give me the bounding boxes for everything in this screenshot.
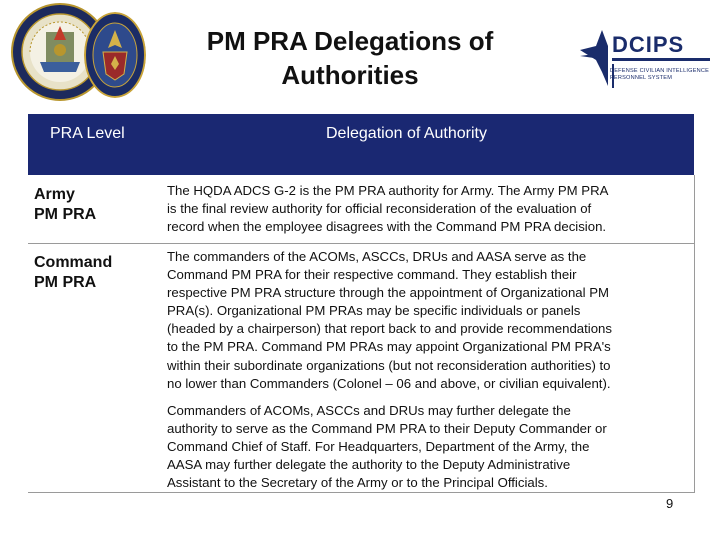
table-header (28, 114, 694, 175)
text-line: Commanders of ACOMs, ASCCs and DRUs may further delegate the (167, 403, 571, 418)
row-text-command-paragraph-2 (167, 402, 695, 492)
title-line-2: Authorities (281, 60, 419, 90)
intelligence-seal-icon (84, 12, 146, 98)
dcips-subtitle-line-2: PERSONNEL SYSTEM (610, 75, 673, 81)
text-line: authority to serve as the Command PM PRA to their Deputy Commander or (167, 421, 607, 437)
text-line: The commanders of the ACOMs, ASCCs, DRUs and AASA serve as the (167, 249, 587, 264)
column-header-delegation: Delegation of Authority (326, 125, 487, 142)
text-line: (headed by a chairperson) that report back to and provide recommendations (167, 321, 612, 337)
text-line: record when the employee disagrees with the Command PM PRA decision. (167, 219, 607, 235)
dcips-logo-text: DCIPS (612, 32, 685, 57)
dcips-subtitle-line-1: DEFENSE CIVILIAN INTELLIGENCE (610, 68, 710, 74)
row-label-army (34, 185, 96, 225)
table-bottom-border (28, 492, 694, 493)
dcips-logo (578, 24, 714, 94)
row-label-command (34, 253, 112, 293)
text-line: within their subordinate organizations (but not reconsideration authorities) to (167, 357, 611, 373)
column-header-pra-level: PRA Level (50, 125, 125, 142)
row-label-line: Command (34, 254, 113, 271)
dcips-logo-subtitle (610, 68, 710, 82)
text-line: Command Chief of Staff. For Headquarters, Department of the Army, the (167, 439, 590, 455)
row-text-command (167, 248, 695, 393)
page-title (160, 24, 540, 92)
text-line: is the final review authority for official reconsideration of the evaluation of (167, 201, 592, 217)
text-line: Assistant to the Secretary of the Army or to the Principal Officials. (167, 475, 548, 491)
text-line: to the PM PRA. Command PM PRAs may appoint Organizational PM PRA's (167, 339, 611, 355)
text-line: The HQDA ADCS G-2 is the PM PRA authority for Army. The Army PM PRA (167, 183, 609, 198)
text-line: AASA may further delegate the authority to the Deputy Administrative (167, 457, 571, 473)
text-line: respective PM PRA structure through the appointment of Organizational PM (167, 285, 610, 301)
row-divider (28, 243, 694, 244)
title-line-1: PM PRA Delegations of (206, 26, 494, 56)
row-label-line: PM PRA (34, 274, 97, 291)
page-number: 9 (666, 496, 674, 511)
row-label-line: PM PRA (34, 206, 97, 223)
text-line: PRA(s). Organizational PM PRAs may be specific individuals or panels (167, 303, 581, 319)
text-line: Command PM PRA for their respective command. They establish their (167, 267, 577, 283)
table-right-border (694, 175, 695, 493)
text-line: no lower than Commanders (Colonel – 06 and above, or civilian equivalent). (167, 375, 611, 391)
row-label-line: Army (34, 186, 75, 203)
row-text-army (167, 182, 695, 236)
